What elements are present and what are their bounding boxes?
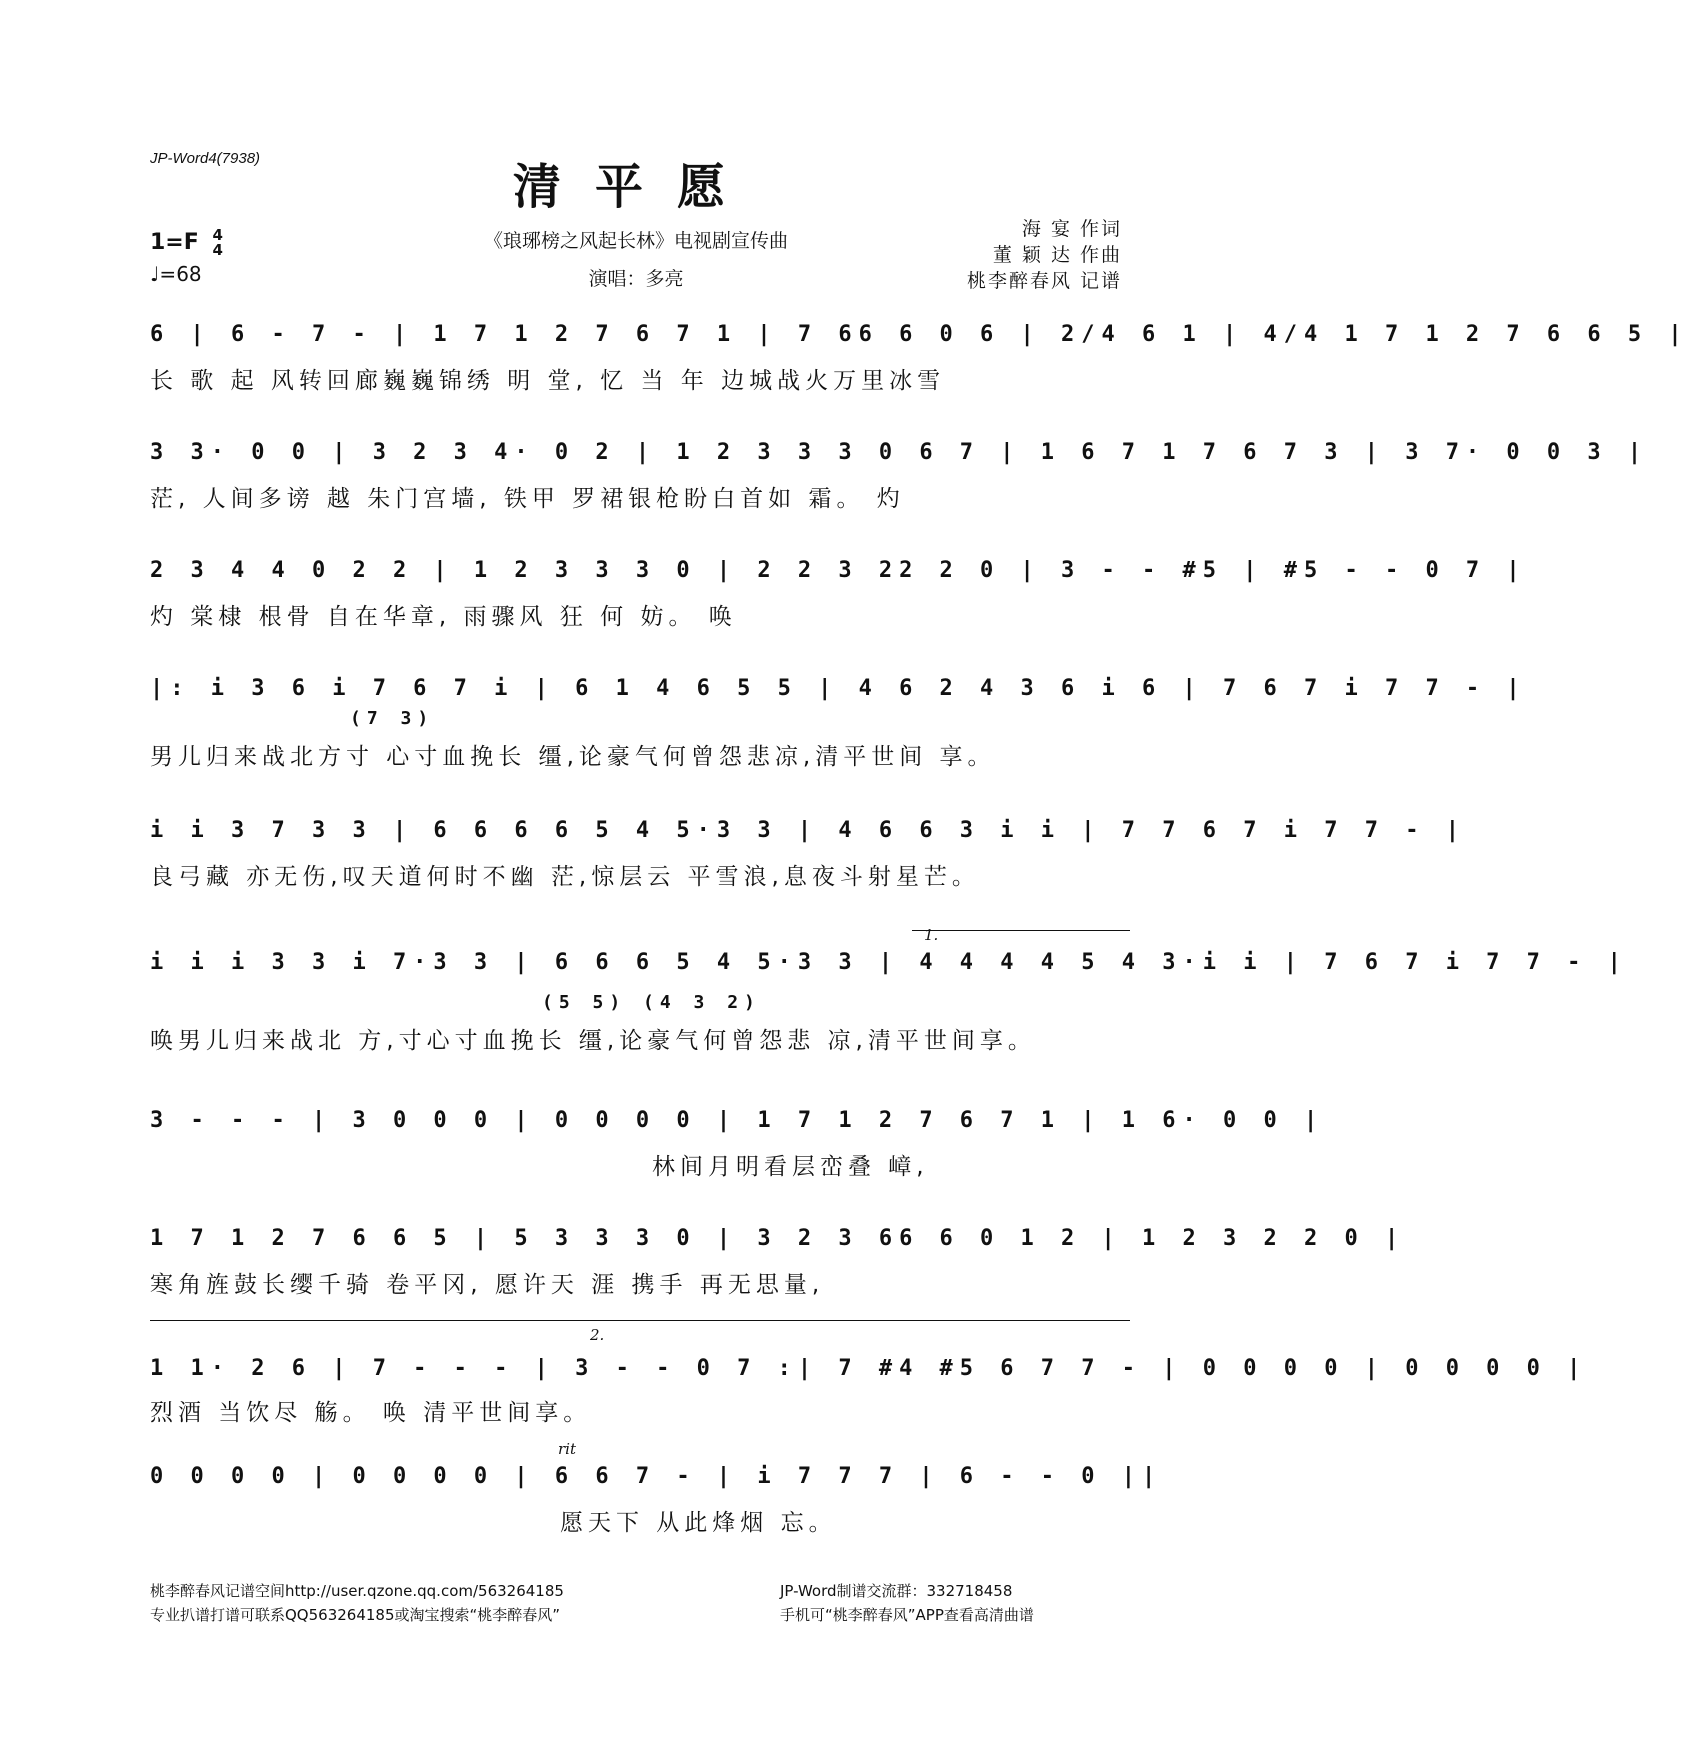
ritardando-mark: rit <box>558 1440 576 1458</box>
time-top: 4 <box>212 226 223 244</box>
second-ending-label: 2. <box>590 1326 605 1344</box>
time-bottom: 4 <box>212 241 223 259</box>
footer-left-line-1: 桃李醉春风记谱空间http://user.qzone.qq.com/563264185 <box>150 1582 564 1600</box>
lyric-line-3: 灼 棠棣 根骨 自在华章, 雨骤风 狂 何 妨。 唤 <box>150 604 737 630</box>
first-ending-label: 1. <box>924 926 939 944</box>
notation-line-2: 3 3· 0 0 | 3 2 3 4· 0 2 | 1 2 3 3 3 0 6 7 | 1 6 7 1 7 6 7 3 | 3 7· 0 0 3 | <box>150 440 1649 465</box>
lyric-line-6: 唤男儿归来战北 方,寸心寸血挽长 缰,论豪气何曾怨悲 凉,清平世间享。 <box>150 1028 1036 1054</box>
software-label: JP-Word4(7938) <box>150 150 261 167</box>
lyric-line-4: 男儿归来战北方寸 心寸血挽长 缰,论豪气何曾怨悲凉,清平世间 享。 <box>150 744 996 770</box>
composer-credit: 董 颖 达 作曲 <box>992 244 1122 266</box>
lyric-line-5: 良弓藏 亦无伤,叹天道何时不幽 茫,惊层云 平雪浪,息夜斗射星芒。 <box>150 864 980 890</box>
lyric-line-9: 烈酒 当饮尽 觞。 唤 清平世间享。 <box>150 1400 592 1426</box>
lyricist-credit: 海 宴 作词 <box>1021 218 1122 240</box>
volta-line <box>150 1320 1130 1321</box>
footer-left-line-2: 专业扒谱打谱可联系QQ563264185或淘宝搜索“桃李醉春风” <box>150 1606 561 1624</box>
notation-line-8: 1 7 1 2 7 6 6 5 | 5 3 3 3 0 | 3 2 3 66 6 0 1 2 | 1 2 3 2 2 0 | <box>150 1226 1406 1251</box>
footer-right-line-2: 手机可“桃李醉春风”APP查看高清曲谱 <box>780 1606 1034 1624</box>
notation-line-3: 2 3 4 4 0 2 2 | 1 2 3 3 3 0 | 2 2 3 22 2 0 | 3 - - #5 | #5 - - 0 7 | <box>150 558 1527 583</box>
lyric-line-8: 寒角旌鼓长缨千骑 卷平冈, 愿许天 涯 携手 再无思量, <box>150 1272 825 1298</box>
first-ending-bracket <box>912 930 1130 931</box>
lyric-line-2: 茫, 人间多谤 越 朱门宫墙, 铁甲 罗裙银枪盼白首如 霜。 灼 <box>150 486 905 512</box>
song-subtitle: 《琅琊榜之风起长林》电视剧宣传曲 <box>483 230 788 252</box>
lyric-line-7: 林间月明看层峦叠 嶂, <box>652 1154 929 1180</box>
footer-right-line-1: JP-Word制谱交流群：332718458 <box>780 1582 1013 1600</box>
notation-line-4: |: i 3 6 i 7 6 7 i | 6 1 4 6 5 5 | 4 6 2 4 3 6 i 6 | 7 6 7 i 7 7 - | <box>150 676 1527 701</box>
notation-line-6: i i i 3 3 i 7·3 3 | 6 6 6 5 4 5·3 3 | 4 4 4 4 5 4 3·i i | 7 6 7 i 7 7 - | <box>150 950 1628 975</box>
key-label: 1=F <box>150 230 199 255</box>
notation-line-9: 1 1· 2 6 | 7 - - - | 3 - - 0 7 :| 7 #4 #5 6 7 7 - | 0 0 0 0 | 0 0 0 0 | <box>150 1356 1588 1381</box>
song-title: 清平愿 <box>512 159 759 215</box>
notation-line-1: 6 | 6 - 7 - | 1 7 1 2 7 6 7 1 | 7 66 6 0 6 | 2/4 6 1 | 4/4 1 7 1 2 7 6 6 5 | <box>150 322 1689 347</box>
time-signature <box>212 228 222 258</box>
lyric-line-1: 长 歌 起 风转回廊巍巍锦绣 明 堂, 忆 当 年 边城战火万里冰雪 <box>150 368 946 394</box>
notation-line-5: i i 3 7 3 3 | 6 6 6 6 5 4 5·3 3 | 4 6 6 3 i i | 7 7 6 7 i 7 7 - | <box>150 818 1466 843</box>
transcriber-credit: 桃李醉春风 记谱 <box>966 270 1122 292</box>
tempo-marking: ♩=68 <box>150 262 202 286</box>
notation-line-7: 3 - - - | 3 0 0 0 | 0 0 0 0 | 1 7 1 2 7 6 7 1 | 1 6· 0 0 | <box>150 1108 1325 1133</box>
singer-credit: 演唱：多亮 <box>588 268 684 290</box>
alternate-notes-6: (5 5) (4 3 2) <box>542 992 761 1013</box>
notation-line-10: 0 0 0 0 | 0 0 0 0 | 6 6 7 - | i 7 7 7 | 6 - - 0 || <box>150 1464 1163 1489</box>
key-signature <box>150 228 223 258</box>
lyric-line-10: 愿天下 从此烽烟 忘。 <box>560 1510 837 1536</box>
alternate-notes-4: (7 3) <box>350 708 435 729</box>
